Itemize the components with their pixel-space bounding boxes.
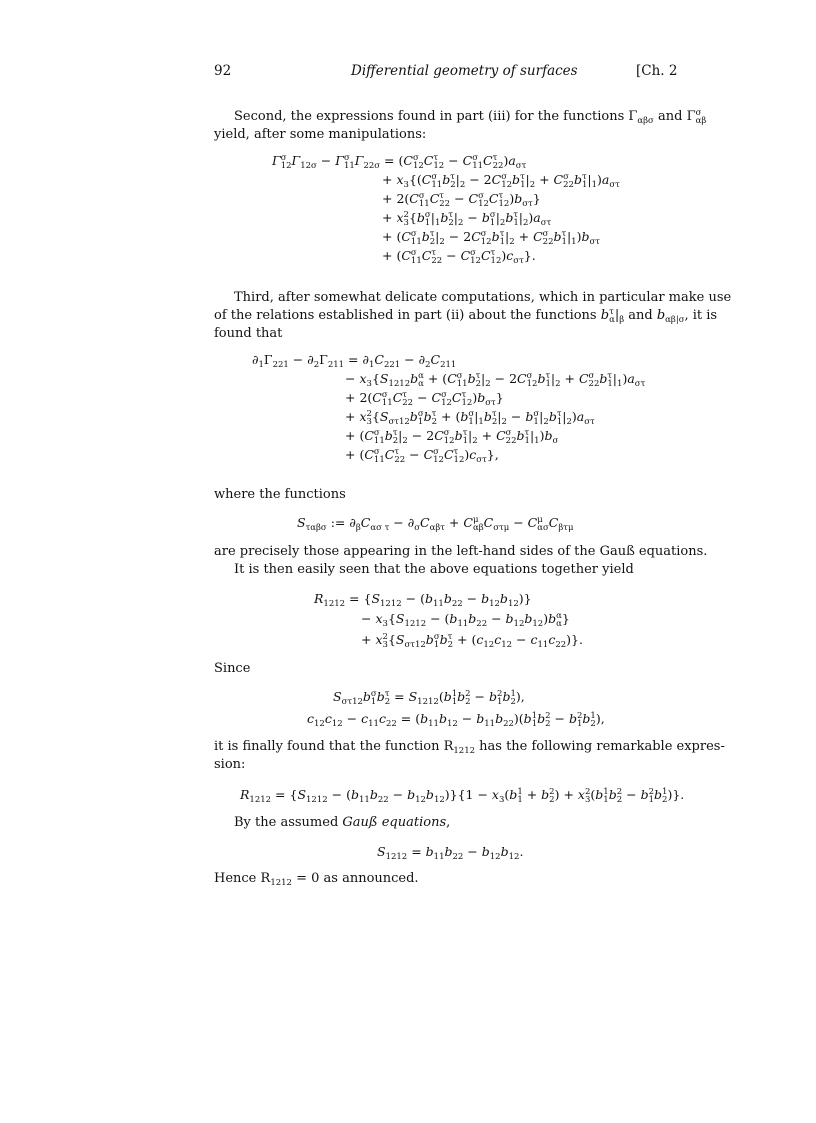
text-finally: it is finally found that the function $R_{1212}$ has the following remarkable expres- sion: [214,739,725,772]
text-finally-a: it is finally found that the function R [214,739,454,754]
para2-line1: Third, after somewhat delicate computations, which in particular make use [234,290,732,305]
para1-line1-a: Second, the expressions found in part (iii) for the functions Γ [234,109,638,124]
chapter-label: [Ch. 2 [636,63,678,79]
equation-derivative-gamma-cont: − $x_3\{S_{1212}b$ α α + (C σ 11 b τ 2 $|_2 - 2C$ σ 12 b τ 1 $|_2 + C$ σ 22 b τ 1 $|_1)a_{\sigma\tau}$ + 2(C σ 11 C τ 22 − C σ 12 C τ 12 )$b_{\sigma\tau}$} + x 2 3 {$S_{\sigma\tau 12}b$ σ 1 b τ 2 + (b σ 1 $|_1b$ τ 2 $|_2 - b$ σ 1 $|_2b$ τ 1 $|_2)a_{\sigma\tau}$ + (C σ 11 b τ 2 $|_2 - 2C$ σ 12 b τ 1 $|_2 + C$ σ 22 b τ 1 $|_1)b_\sigma$ + (C σ 11 C τ 22 − C σ 12 C τ 12 )$c_{\sigma\tau}$}, [345,370,646,465]
text-finally-line2: sion: [214,757,246,772]
equation-r1212-expansion-cont: − $x_3\{S_{1212} - (b_{11}b_{22} - b_{12}b_{12})b$ α α } + x 2 3 {$S_{\sigma\tau 12}b$ σ 1 b τ 2 + $(c_{12}c_{12} - c_{11}c_{22})$}. [361,610,583,650]
text-assumed [214,814,674,832]
equation-s-definition: $S_{\tau\alpha\beta\sigma}$ := $\partial_\beta C_{\alpha\sigma \tau} - \partial_\sigma C_{\alpha\beta\tau} + C$ μ αβ $C_{\sigma\tau\mu} - C$ μ ασ $C_{\beta\tau\mu}$ [297,514,574,533]
equation-r1212-expansion: $R_{1212} = \{S_{1212} - (b_{11}b_{22} - b_{12}b_{12})\}$ [314,591,532,609]
para2-line2-b: and [624,308,657,323]
text-since: Since [214,661,251,676]
text-easily: It is then easily seen that the above equations together yield [234,562,634,577]
equation-derivative-gamma: $\partial_1\Gamma_{221} - \partial_2\Gamma_{211} = \partial_1C_{221} - \partial_2C_{211}$ [252,352,457,370]
text-assumed-a: By the assumed [234,815,343,830]
text-assumed-c: , [446,815,451,830]
para2-line2-c: , it is [684,308,718,323]
equation-gamma-product-cont: + $x_3\{(C$ σ 11 b τ 2 $|_2 - 2C$ σ 12 b τ 1 $|_2 + C$ σ 22 b τ 1 $|_1)a_{\sigma\tau}$ + 2(C σ 11 C τ 22 − C σ 12 C τ 12 )$b_{\sigma\tau}$} + x 2 3 {b σ 1 $|_1b$ τ 2 $|_2 - b$ σ 1 $|_2b$ τ 1 $|_2)a_{\sigma\tau}$ + (C σ 11 b τ 2 $|_2 - 2C$ σ 12 b τ 1 $|_2 + C$ σ 22 b τ 1 $|_1)b_{\sigma\tau}$ + (C σ 11 C τ 22 − C σ 12 C τ 12 )$c_{\sigma\tau}$}. [382,171,620,266]
text-hence-a: Hence R [214,871,271,886]
equation-r1212-final: $R_{1212} = \{S_{1212} - (b_{11}b_{22} - b_{12}b_{12})\}\{1 - x_3(b$ 1 1 + b 2 2 ) + x 2 3 (b 1 1 b 2 2 − b 2 1 b 1 2 )}. [240,786,685,805]
text-assumed-b: Gauß equations [342,815,447,830]
equation-since-2: $c_{12}c_{12} - c_{11}c_{22} = (b_{11}b_{12} - b_{11}b_{22})(b$ 1 1 b 2 2 − b 2 1 b 1 2 ), [307,710,605,729]
running-title: Differential geometry of surfaces [351,63,578,79]
paragraph-second: Second, the expressions found in part (iii) for the functions $\Gamma_{\alpha\beta\sigma}$ and Γ σ αβ yield, after some manipulations: [214,107,707,142]
para2-line3: found that [214,326,283,341]
para1-line1-b: and Γ [653,109,696,124]
para1-line2: yield, after some manipulations: [214,127,427,142]
text-gauss-line: are precisely those appearing in the left-hand sides of the Gauß equations. [214,544,708,559]
equation-gamma-product: Γ σ 12 $\Gamma_{12\sigma} - \Gamma$ σ 11 $\Gamma_{22\sigma} = (C$ σ 12 C τ 12 − C σ 11 C τ 22 )$a_{\sigma\tau}$ [272,152,527,171]
equation-gauss: $S_{1212} = b_{11}b_{22} - b_{12}b_{12}$. [377,844,524,862]
page-number: 92 [214,63,232,79]
equation-since-1: $S_{\sigma\tau 12}b$ σ 1 b τ 2 = $S_{1212}(b$ 1 1 b 2 2 − b 2 1 b 1 2 ), [333,688,525,707]
text-gauss [214,543,708,579]
para2-line2-a: of the relations established in part (ii) about the functions [214,308,601,323]
text-where: where the functions [214,487,346,502]
text-hence: Hence $R_{1212} = 0$ as announced. [214,871,419,888]
text-hence-b: = 0 as announced. [291,871,419,886]
text-finally-b: has the following remarkable expres- [475,739,725,754]
paragraph-third: Third, after somewhat delicate computations, which in particular make use of the relations established in part (ii) about the functions b τ α $|_\beta$ and $b_{\alpha\beta|\sigma}$, it is found that [214,290,732,341]
